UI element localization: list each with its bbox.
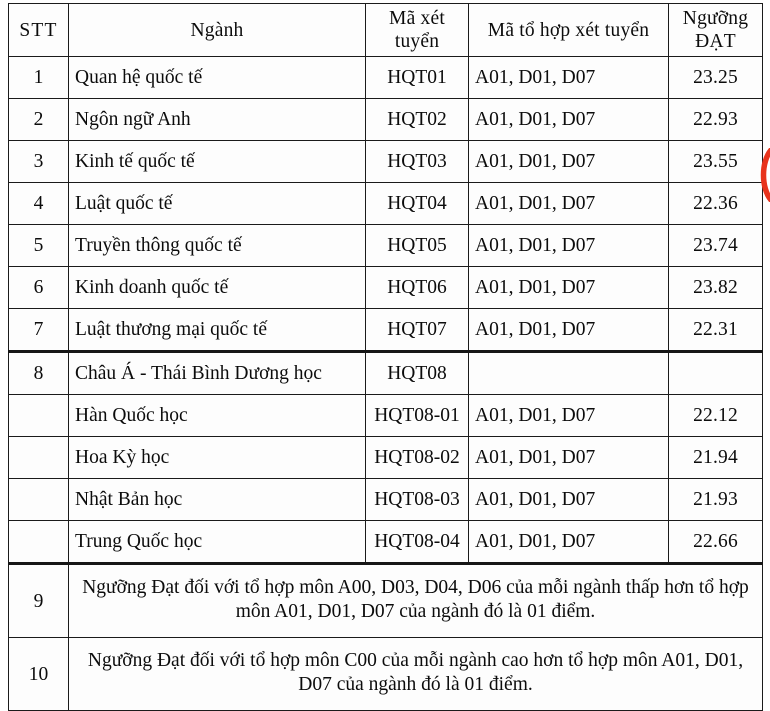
cell-ma-xet-tuyen: HQT06 [366, 267, 469, 309]
cell-stt: 6 [9, 267, 69, 309]
cell-ma-to-hop: A01, D01, D07 [469, 309, 669, 352]
table-header [9, 4, 763, 57]
cell-nganh: Ngôn ngữ Anh [69, 99, 366, 141]
cell-nganh: Kinh tế quốc tế [69, 141, 366, 183]
cell-nguong-dat: 22.66 [669, 521, 763, 564]
cell-stt: 9 [9, 564, 69, 638]
table-row [9, 267, 763, 309]
cell-nguong-dat: 21.94 [669, 437, 763, 479]
cell-ma-to-hop: A01, D01, D07 [469, 521, 669, 564]
cell-stt: 5 [9, 225, 69, 267]
cell-stt: 3 [9, 141, 69, 183]
cell-stt [9, 479, 69, 521]
cell-ma-xet-tuyen: HQT08-02 [366, 437, 469, 479]
cell-nganh: Nhật Bản học [69, 479, 366, 521]
cell-nguong-dat [669, 352, 763, 395]
cell-ma-to-hop: A01, D01, D07 [469, 57, 669, 99]
admission-threshold-table [8, 3, 763, 711]
table-row [9, 183, 763, 225]
cell-nguong-dat: 22.93 [669, 99, 763, 141]
cell-nganh: Luật quốc tế [69, 183, 366, 225]
cell-note-text: Ngưỡng Đạt đối với tổ hợp môn A00, D03, D04, D06 của mỗi ngành thấp hơn tổ hợp môn A01, D01, D07 của ngành đó là 01 điểm. [69, 564, 763, 638]
table-row [9, 309, 763, 352]
cell-ma-to-hop: A01, D01, D07 [469, 395, 669, 437]
cell-ma-to-hop: A01, D01, D07 [469, 99, 669, 141]
cell-ma-xet-tuyen: HQT08-04 [366, 521, 469, 564]
cell-nguong-dat: 23.82 [669, 267, 763, 309]
column-header-ma-to-hop: Mã tổ hợp xét tuyển [469, 4, 669, 57]
cell-nganh: Châu Á - Thái Bình Dương học [69, 352, 366, 395]
table-row [9, 479, 763, 521]
cell-stt: 8 [9, 352, 69, 395]
cell-nganh: Kinh doanh quốc tế [69, 267, 366, 309]
cell-ma-to-hop: A01, D01, D07 [469, 437, 669, 479]
cell-nguong-dat: 23.25 [669, 57, 763, 99]
cell-stt: 4 [9, 183, 69, 225]
column-header-ma-xet-tuyen: Mã xét tuyển [366, 4, 469, 57]
cell-ma-to-hop: A01, D01, D07 [469, 225, 669, 267]
cell-ma-xet-tuyen: HQT08-01 [366, 395, 469, 437]
cell-nganh: Hàn Quốc học [69, 395, 366, 437]
table-row [9, 225, 763, 267]
table-note-row [9, 638, 763, 711]
column-header-nganh: Ngành [69, 4, 366, 57]
cell-nganh: Luật thương mại quốc tế [69, 309, 366, 352]
cell-ma-xet-tuyen: HQT01 [366, 57, 469, 99]
cell-ma-to-hop: A01, D01, D07 [469, 141, 669, 183]
cell-nganh: Truyền thông quốc tế [69, 225, 366, 267]
cell-nganh: Quan hệ quốc tế [69, 57, 366, 99]
cell-ma-to-hop: A01, D01, D07 [469, 183, 669, 225]
cell-ma-xet-tuyen: HQT05 [366, 225, 469, 267]
cell-ma-xet-tuyen: HQT08-03 [366, 479, 469, 521]
table-row [9, 352, 763, 395]
cell-ma-xet-tuyen: HQT04 [366, 183, 469, 225]
cell-stt: 1 [9, 57, 69, 99]
cell-ma-to-hop: A01, D01, D07 [469, 479, 669, 521]
cell-stt: 10 [9, 638, 69, 711]
cell-ma-xet-tuyen: HQT03 [366, 141, 469, 183]
table-row [9, 395, 763, 437]
cell-nguong-dat: 22.36 [669, 183, 763, 225]
table-row [9, 141, 763, 183]
cell-nguong-dat: 23.55 [669, 141, 763, 183]
cell-stt: 2 [9, 99, 69, 141]
cell-nguong-dat: 23.74 [669, 225, 763, 267]
cell-ma-xet-tuyen: HQT07 [366, 309, 469, 352]
cell-ma-xet-tuyen: HQT02 [366, 99, 469, 141]
cell-nguong-dat: 21.93 [669, 479, 763, 521]
column-header-stt: STT [9, 4, 69, 57]
table-row [9, 57, 763, 99]
table-row [9, 437, 763, 479]
table-row [9, 99, 763, 141]
cell-stt [9, 437, 69, 479]
cell-nganh: Trung Quốc học [69, 521, 366, 564]
cell-stt: 7 [9, 309, 69, 352]
cell-nguong-dat: 22.12 [669, 395, 763, 437]
table-row [9, 521, 763, 564]
cell-ma-xet-tuyen: HQT08 [366, 352, 469, 395]
cell-nganh: Hoa Kỳ học [69, 437, 366, 479]
table-note-row [9, 564, 763, 638]
cell-nguong-dat: 22.31 [669, 309, 763, 352]
cell-ma-to-hop: A01, D01, D07 [469, 267, 669, 309]
table-body [9, 57, 763, 711]
cell-ma-to-hop [469, 352, 669, 395]
cell-stt [9, 521, 69, 564]
cell-note-text: Ngưỡng Đạt đối với tổ hợp môn C00 của mỗi ngành cao hơn tổ hợp môn A01, D01, D07 của ngành đó là 01 điểm. [69, 638, 763, 711]
column-header-nguong-dat: Ngưỡng ĐẠT [669, 4, 763, 57]
header-row [9, 4, 763, 57]
cell-stt [9, 395, 69, 437]
